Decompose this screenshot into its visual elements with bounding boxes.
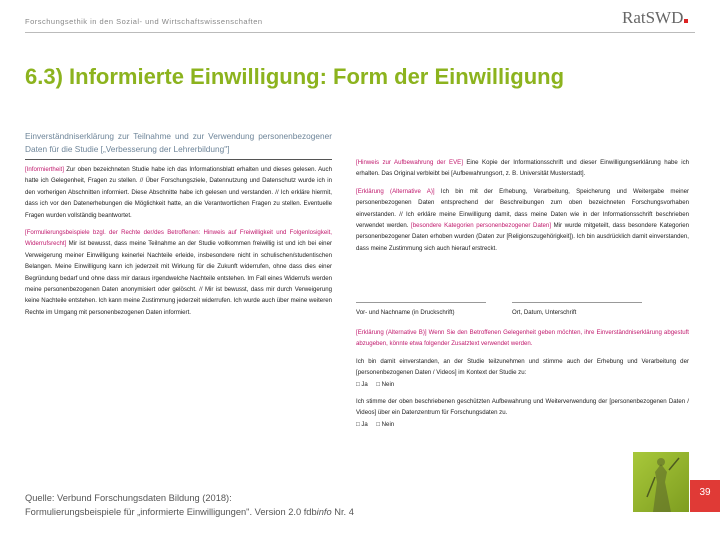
header-divider (25, 32, 695, 33)
justitia-statue-image (633, 452, 689, 512)
checkbox-row-2 (356, 419, 689, 430)
signature-label-place: Ort, Datum, Unterschrift (512, 309, 577, 316)
paragraph-alternative-a (356, 186, 689, 254)
document-right-column (356, 157, 689, 260)
document-heading: Einverständniserklärung zur Teilnahme und zur Verwendung personenbezogener Daten für die Studie [„Verbesserung der Lehrerbildung"] (25, 130, 332, 160)
paragraph-consent-1: Ich bin damit einverstanden, an der Studie teilzunehmen und stimme auch der Erhebung und Verarbeitung der [personenbezogenen Daten / Videos] im Kontext der Studie zu: (356, 357, 689, 377)
tag: [Formulierungsbeispiele bzgl. der Rechte der/des Betroffenen: Hinweis auf Freiwilligkeit und Folgenlosigkeit, Widerrufsrecht] (25, 229, 332, 248)
tag: [besondere Kategorien personenbezogener Daten] (411, 222, 552, 230)
text: Zur oben bezeichneten Studie habe ich das Informationsblatt erhalten und dieses gelesen. Auch hatte ich Gelegenheit, Fragen zu stellen. // Über Forschungsziele, Datennutzung und Datenschutz wurde ich in den vorherigen Abschnitten informiert. Diese Abschnitte habe ich gelesen und verstanden. // Ich erkläre hiermit, dass ich vor den Datenerhebungen die Möglichkeit hatte, an die Verantwortlichen Fragen zu stellen. Eventuelle Fragen wurden vollständig beantwortet. (25, 166, 332, 219)
paragraph-aufbewahrung (356, 157, 689, 180)
text: Ich bin mit der Erhebung, Verarbeitung, Speicherung und Weitergabe meiner personenbezogenen Daten entsprechend der Beschreibungen zum oben bezeichneten Forschungsvorhaben einverstanden. // Ich erkläre meine Einwilligung damit, dass meine Daten wie in der Informationsschrift beschrieben verwendet werden. (356, 187, 689, 230)
tag: [Hinweis zur Aufbewahrung der EVE] (356, 159, 463, 166)
tag: [Erklärung (Alternative A)] (356, 187, 435, 195)
source-citation (25, 492, 354, 519)
paragraph-alternative-b: [Erklärung (Alternative B)] Wenn Sie den Betroffenen Gelegenheit geben möchten, ihre Einverständniserklärung abgestuft abzugeben, könnte etwa folgender Zusatztext verwendet werden. (356, 329, 689, 348)
checkbox-ja[interactable]: □ Ja (356, 420, 368, 428)
text: Mir wurde mitgeteilt, dass besondere Kategorien personenbezogener Daten erhoben wurden (Daten zur [Religionszugehörigkeit]). Ich bin ausdrücklich damit einverstanden, dass meine Zustimmung sich auch hierauf erstreckt. (356, 222, 689, 252)
page-number: 39 (690, 480, 720, 512)
paragraph-rechte (25, 227, 332, 318)
logo-text: RatSWD (622, 8, 684, 27)
checkbox-nein[interactable]: □ Nein (376, 380, 395, 388)
text: Mir ist bewusst, dass meine Teilnahme an der Studie vollkommen freiwillig ist und ich bei einer Verweigerung meiner Einwilligung keinerlei Nachteile erleide, insbesondere nicht in schulischen/studentischen Belangen. Meine Einwilligung kann ich jederzeit mit Wirkung für die Zukunft widerrufen, ohne dass dies einer Begründung bedarf und ohne dass mir daraus irgendwelche Nachteile entstehen. Im Fall eines Widerrufs werden meine personenbezogenen Daten anonymisiert oder gelöscht. // Mir ist bewusst, dass mir durch Verweigerung keine Nachteile entstehen. Ich kann meine Zustimmung jederzeit widerrufen. Ich wurde auch über meine weiteren Rechte im Umgang mit personenbezogenen Daten informiert. (25, 240, 332, 316)
signature-line-place (512, 302, 642, 303)
document-left-column (25, 130, 332, 324)
signature-line-name (356, 302, 486, 303)
text: Eine Kopie der Informationsschrift und dieser Einwilligungserklärung habe ich erhalten. Das Original verbleibt bei [Aufbewahrungsort, z. B. Universität Musterstadt]. (356, 159, 690, 178)
document-right-lower (356, 327, 689, 436)
signature-label-name: Vor- und Nachname (in Druckschrift) (356, 309, 455, 316)
paragraph-informiertheit (25, 164, 332, 221)
ratswd-logo (622, 8, 688, 28)
source-line-1: Quelle: Verbund Forschungsdaten Bildung (2018): (25, 493, 232, 503)
slide-title: 6.3) Informierte Einwilligung: Form der Einwilligung (25, 64, 565, 89)
source-text-end: Nr. 4 (331, 506, 354, 517)
source-italic: info (316, 506, 332, 517)
paragraph-consent-2: Ich stimme der oben beschriebenen geschützten Aufbewahrung und Weiterverwendung der [personenbezogenen Daten / Videos] über ein Datenzentrum für Forschungsdaten zu. (356, 398, 689, 417)
tag: [Informiertheit] (25, 166, 64, 173)
checkbox-ja[interactable]: □ Ja (356, 380, 368, 388)
checkbox-nein[interactable]: □ Nein (376, 420, 395, 428)
source-text: Formulierungsbeispiele für „informierte Einwilligungen". Version 2.0 fdb (25, 506, 317, 517)
source-line-2 (25, 506, 354, 520)
checkbox-row-1 (356, 379, 689, 390)
presentation-subtitle: Forschungsethik in den Sozial- und Wirtschaftswissenschaften (25, 17, 263, 26)
logo-dot (684, 19, 688, 23)
